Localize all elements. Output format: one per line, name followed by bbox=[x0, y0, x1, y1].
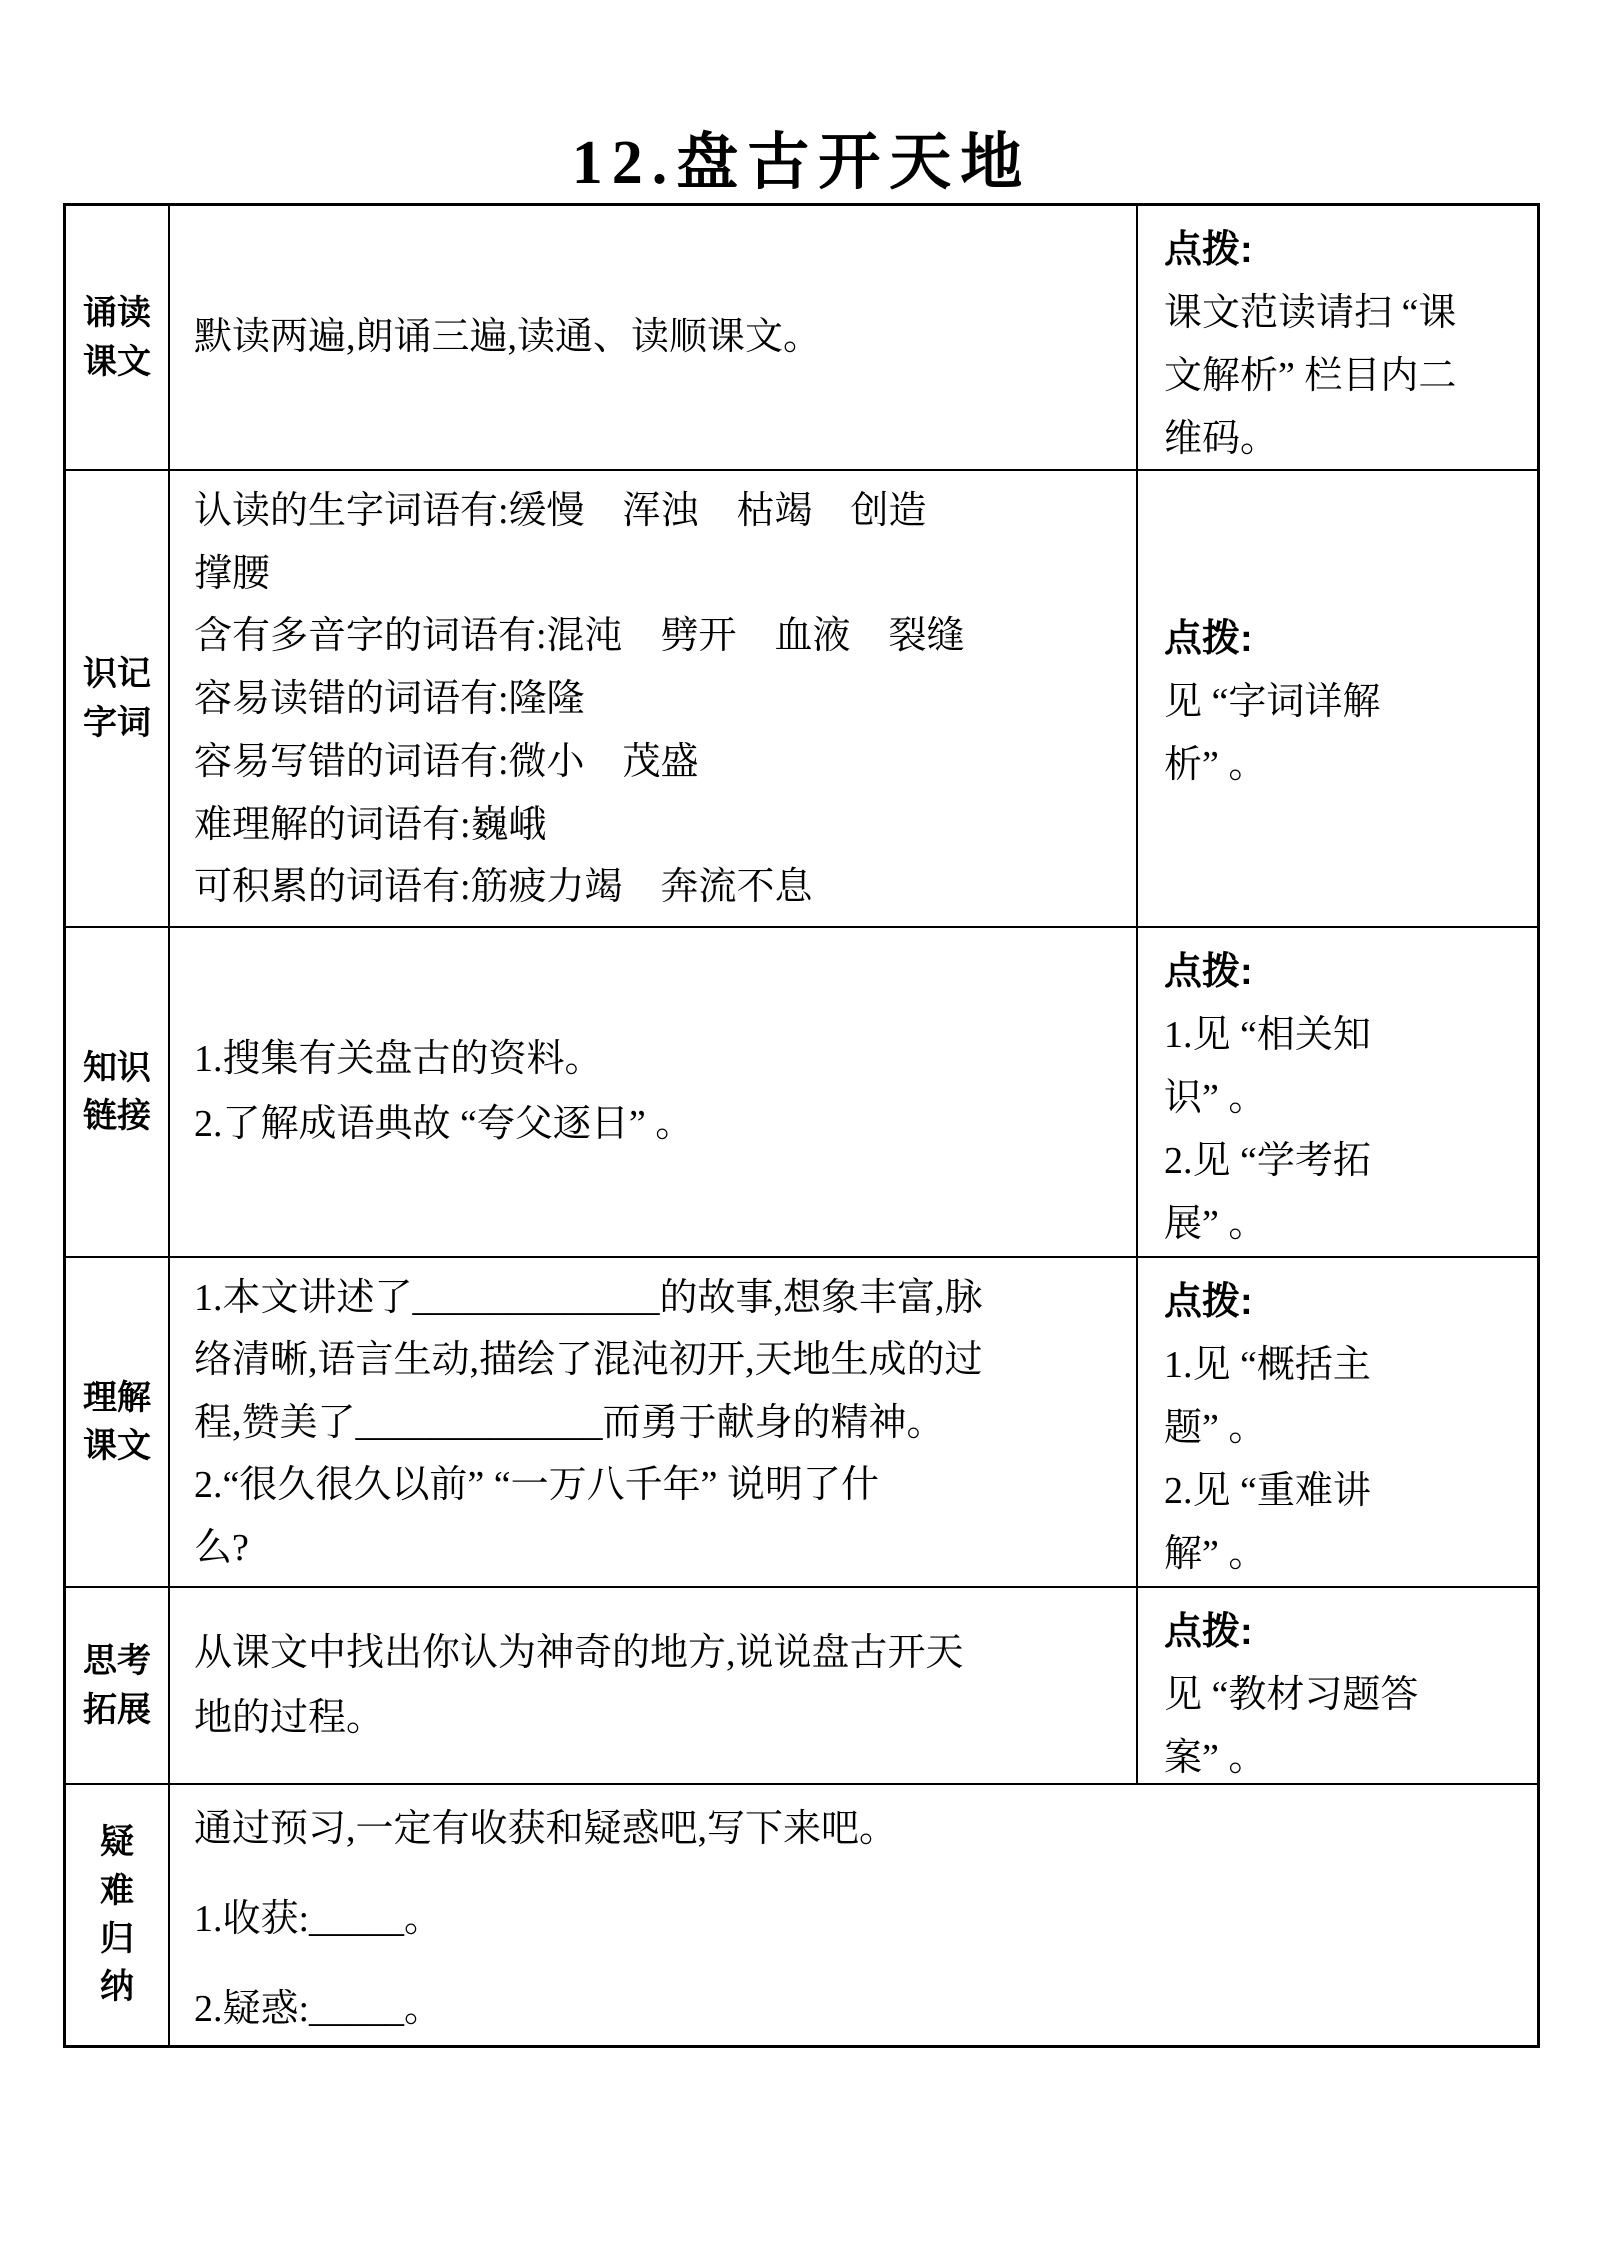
text-line: 析” 。 bbox=[1164, 743, 1267, 786]
tip-label: 点拨: bbox=[1164, 1281, 1253, 1323]
text-line: 文解析” 栏目内二 bbox=[1164, 355, 1457, 397]
content-cell-knowledge-links bbox=[168, 928, 1136, 1256]
text-line: 1.搜集有关盘古的资料。 bbox=[194, 1038, 603, 1080]
text-line: 诵读 bbox=[83, 294, 151, 333]
table-row-difficulties-summary bbox=[66, 1783, 1537, 2045]
text-line: 知识 bbox=[83, 1048, 151, 1087]
tip-cell-knowledge-links bbox=[1136, 928, 1537, 1256]
table-row-thinking-expansion bbox=[66, 1586, 1537, 1783]
content-cell-character-words bbox=[168, 471, 1136, 926]
table-row-character-words bbox=[66, 469, 1537, 926]
text-line: 解” 。 bbox=[1164, 1533, 1267, 1575]
text-line: 可积累的词语有:筋疲力竭 奔流不息 bbox=[194, 866, 813, 909]
tip-label: 点拨: bbox=[1164, 229, 1253, 271]
text-line: 1.见 “相关知 bbox=[1164, 1014, 1371, 1056]
table-row-knowledge-links bbox=[66, 926, 1537, 1256]
text-line: 1.收获:_____。 bbox=[194, 1898, 443, 1940]
content-cell-text-comprehension bbox=[168, 1258, 1136, 1586]
text-line: 见 “字词详解 bbox=[1164, 680, 1381, 723]
tip-cell-text-comprehension bbox=[1136, 1258, 1537, 1586]
tip-text bbox=[1164, 1334, 1521, 1586]
text-line: 2.疑惑:_____。 bbox=[194, 1988, 443, 2030]
text-line: 思考 bbox=[83, 1642, 151, 1681]
tip-text bbox=[1164, 1664, 1521, 1790]
text-line: 难 bbox=[100, 1871, 134, 1910]
text-line: 识记 bbox=[83, 655, 151, 694]
text-line: 案” 。 bbox=[1164, 1737, 1267, 1779]
text-line: 2.了解成语典故 “夸父逐日” 。 bbox=[194, 1103, 694, 1145]
content-cell-difficulties-summary bbox=[168, 1785, 1537, 2045]
tip-label: 点拨: bbox=[1164, 1611, 1253, 1653]
tip-text bbox=[1164, 282, 1521, 471]
text-line: 链接 bbox=[83, 1097, 151, 1135]
row-header-knowledge-links bbox=[66, 928, 168, 1256]
tip-cell-thinking-expansion bbox=[1136, 1588, 1537, 1783]
tip-cell-reading-aloud bbox=[1136, 206, 1537, 469]
text-line: 含有多音字的词语有:混沌 劈开 血液 裂缝 bbox=[194, 615, 965, 658]
text-line: 络清晰,语言生动,描绘了混沌初开,天地生成的过 bbox=[194, 1339, 983, 1382]
text-line: 归 bbox=[100, 1920, 134, 1958]
text-line: 课文 bbox=[83, 1427, 151, 1465]
row-header-difficulties-summary bbox=[66, 1785, 168, 2045]
table-row-reading-aloud bbox=[66, 206, 1537, 469]
text-line: 认读的生字词语有:缓慢 浑浊 枯竭 创造 bbox=[194, 489, 927, 532]
text-line: 理解 bbox=[83, 1378, 151, 1417]
text-line: 难理解的词语有:巍峨 bbox=[194, 803, 547, 846]
tip-label: 点拨: bbox=[1164, 617, 1253, 660]
text-line: 课文范读请扫 “课 bbox=[1164, 292, 1457, 334]
page-title: 12.盘古开天地 bbox=[571, 129, 1032, 197]
text-line: 默读两遍,朗诵三遍,读通、读顺课文。 bbox=[194, 316, 822, 358]
text-line: 展” 。 bbox=[1164, 1203, 1267, 1245]
content-cell-reading-aloud bbox=[168, 206, 1136, 469]
text-line: 地的过程。 bbox=[194, 1696, 385, 1739]
text-line: 容易读错的词语有:隆隆 bbox=[194, 678, 585, 721]
text-line: 通过预习,一定有收获和疑惑吧,写下来吧。 bbox=[194, 1808, 898, 1850]
text-line: 见 “教材习题答 bbox=[1164, 1674, 1419, 1716]
text-line: 从课文中找出你认为神奇的地方,说说盘古开天 bbox=[194, 1631, 964, 1674]
text-line: 字词 bbox=[83, 703, 151, 742]
text-line: 容易写错的词语有:微小 茂盛 bbox=[194, 740, 699, 783]
content-cell-thinking-expansion bbox=[168, 1588, 1136, 1783]
text-line: 2.见 “重难讲 bbox=[1164, 1470, 1371, 1512]
text-line: 撑腰 bbox=[194, 552, 271, 595]
text-line: 程,赞美了_____________而勇于献身的精神。 bbox=[194, 1401, 945, 1444]
study-table bbox=[63, 203, 1540, 2048]
text-line: 2.见 “学考拓 bbox=[1164, 1140, 1371, 1182]
text-line: 维码。 bbox=[1164, 418, 1279, 460]
text-line: 疑 bbox=[100, 1823, 134, 1862]
text-line: 课文 bbox=[83, 342, 151, 381]
row-header-text-comprehension bbox=[66, 1258, 168, 1586]
row-header-thinking-expansion bbox=[66, 1588, 168, 1783]
row-header-character-words bbox=[66, 471, 168, 926]
table-row-text-comprehension bbox=[66, 1256, 1537, 1586]
text-line: 识” 。 bbox=[1164, 1077, 1267, 1119]
text-line: 题” 。 bbox=[1164, 1407, 1267, 1449]
text-line: 1.见 “概括主 bbox=[1164, 1344, 1371, 1386]
text-line: 2.“很久很久以前” “一万八千年” 说明了什 bbox=[194, 1464, 879, 1507]
tip-cell-character-words bbox=[1136, 471, 1537, 926]
text-line: 纳 bbox=[100, 1968, 134, 2007]
tip-label: 点拨: bbox=[1164, 951, 1253, 993]
tip-text bbox=[1164, 1004, 1521, 1256]
row-header-reading-aloud bbox=[66, 206, 168, 469]
tip-text bbox=[1164, 671, 1521, 797]
text-line: 么? bbox=[194, 1526, 249, 1569]
text-line: 拓展 bbox=[83, 1690, 151, 1729]
text-line: 1.本文讲述了_____________的故事,想象丰富,脉 bbox=[194, 1276, 983, 1319]
